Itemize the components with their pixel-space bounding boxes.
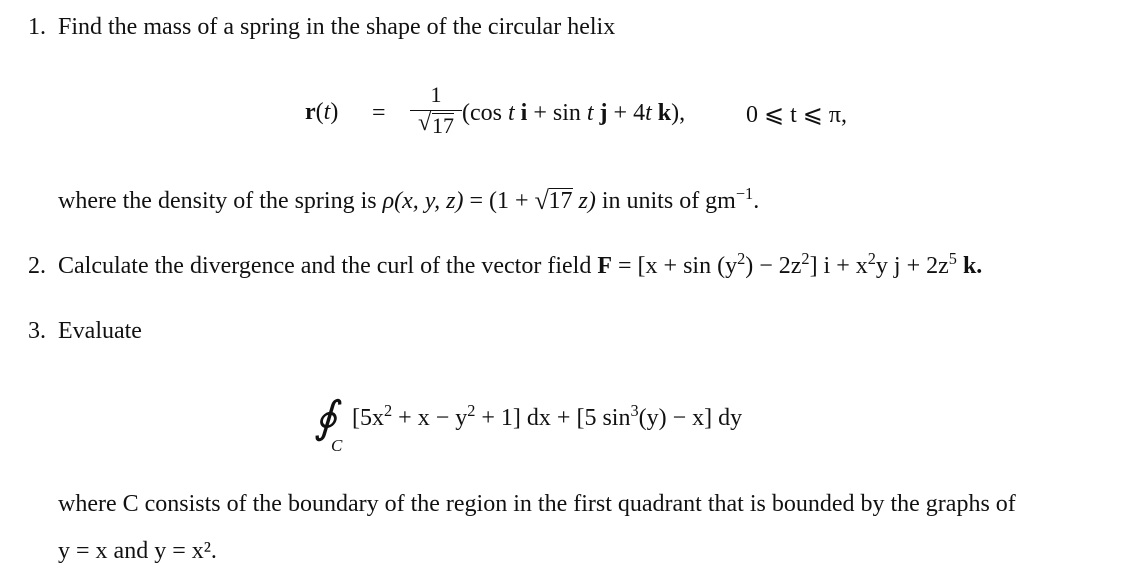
problem-1-intro: Find the mass of a spring in the shape of the circular helix <box>58 14 616 40</box>
helix-equals: = <box>372 100 386 126</box>
contour-integral-symbol: ∮ <box>314 393 337 442</box>
density-sqrt: √ 17 <box>534 185 573 215</box>
problem-1-number: 1. <box>28 14 46 40</box>
sqrt-symbol: √ 17 <box>418 109 454 138</box>
helix-vector: (cos t i + sin t j + 4t k), <box>462 100 686 126</box>
fraction-numerator: 1 <box>430 82 442 107</box>
contour-subscript: C <box>331 436 343 455</box>
fraction-denominator <box>410 109 462 139</box>
density-line: where the density of the spring is ρ(x, y, z) = (1 + √ 17 z) in units of $gm^{-1}$. <box>58 184 760 215</box>
problem-2-text: Calculate the divergence and the curl of the vector field $F = [x + \sin (y^2) - 2z^2]$ $i + x^2y$ $j + 2z^5$ k. <box>58 249 983 279</box>
where-line-1: where C consists of the boundary of the region in the first quadrant that is bounded by the graphs of <box>58 491 1016 517</box>
helix-fraction <box>410 82 462 139</box>
helix-lhs: r(t) <box>305 99 339 125</box>
problem-3-number: 3. <box>28 318 46 344</box>
where-line-2: y = x and y = x². <box>58 538 217 564</box>
problem-3-text: Evaluate <box>58 318 142 344</box>
integrand: $[5x^2 + x - y^2 + 1]$ dx + [5 $\sin^3(y) - x$] dy <box>352 401 743 431</box>
problem-2-number: 2. <box>28 253 46 279</box>
helix-range: 0 ⩽ t ⩽ π, <box>746 102 848 128</box>
